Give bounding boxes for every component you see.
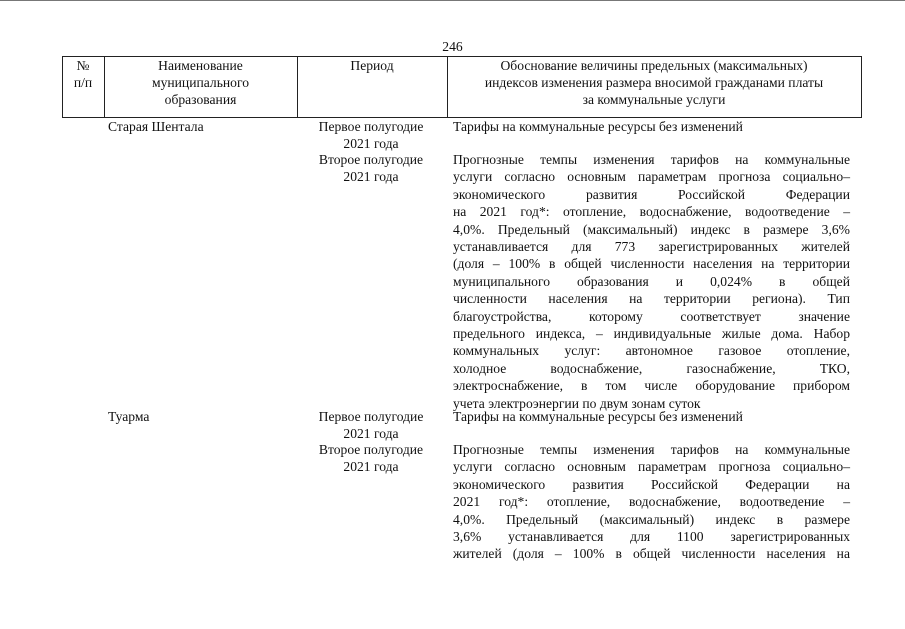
row-period-first — [302, 408, 440, 443]
header-name-line: Наименование — [158, 58, 243, 73]
text-line: муниципального образования и 0,024% в общей — [453, 273, 850, 289]
text-line: численности населения на территории региона). Тип — [453, 291, 850, 307]
text-line: на 2021 год*: отопление, водоснабжение, водоотведение – — [453, 204, 850, 220]
text-line: экономического развития Российской Федерации — [453, 186, 850, 202]
header-period — [297, 57, 447, 74]
text-line: 3,6% устанавливается для 1100 зарегистрированных — [453, 529, 850, 545]
header-num — [62, 57, 104, 91]
header-justification-line: индексов изменения размера вносимой гражданами платы — [484, 75, 824, 90]
row-period-second — [302, 151, 440, 186]
text-line: жителей (доля – 100% в общей численности населения на — [453, 546, 850, 562]
period-line: Второе полугодие — [318, 442, 424, 457]
page-number: 246 — [442, 39, 463, 54]
header-name — [104, 57, 297, 108]
text-line: благоустройства, которому соответствует значение — [453, 308, 850, 324]
header-justification — [447, 57, 861, 108]
text-line: (доля – 100% в общей численности населения на территории — [453, 256, 850, 272]
text-line: Прогнозные темпы изменения тарифов на коммунальные — [453, 152, 850, 167]
text-line: холодное водоснабжение, газоснабжение, ТКО, — [453, 360, 850, 376]
header-period-text: Период — [350, 58, 394, 73]
row-period-second — [302, 441, 440, 476]
period-line: Второе полугодие — [318, 152, 424, 167]
text-line: экономического развития Российской Федерации на — [453, 476, 850, 492]
period-line: Первое полугодие — [318, 119, 424, 134]
text-line: 4,0%. Предельный (максимальный) индекс в размере — [453, 511, 850, 527]
text-line: 2021 год*: отопление, водоснабжение, водоотведение – — [453, 494, 850, 510]
text-line: 4,0%. Предельный (максимальный) индекс в размере 3,6% — [453, 221, 850, 237]
page-edge — [0, 0, 905, 1]
header-name-line: образования — [164, 92, 237, 107]
row-note-unchanged: Тарифы на коммунальные ресурсы без изменений — [453, 119, 743, 134]
text-line: устанавливается для 773 зарегистрированных жителей — [453, 239, 850, 255]
period-line: Первое полугодие — [318, 409, 424, 424]
text-line: учета электроэнергии по двум зонам суток — [453, 395, 701, 411]
header-justification-line: за коммунальные услуги — [582, 92, 726, 107]
text-line: Прогнозные темпы изменения тарифов на коммунальные — [453, 442, 850, 457]
header-num-line: п/п — [73, 75, 93, 90]
text-line: услуги согласно основным параметрам прогноза социально– — [453, 459, 850, 475]
period-line: 2021 года — [343, 459, 399, 475]
text-line: услуги согласно основным параметрам прогноза социально– — [453, 169, 850, 185]
header-justification-line: Обоснование величины предельных (максимальных) — [500, 58, 808, 73]
period-line: 2021 года — [343, 426, 399, 442]
row-justification-text — [453, 151, 850, 412]
header-num-line: № — [76, 58, 90, 73]
period-line: 2021 года — [343, 169, 399, 185]
period-line: 2021 года — [343, 136, 399, 152]
row-period-first — [302, 118, 440, 153]
header-border-right — [861, 56, 862, 118]
text-line: электроснабжение, в том числе оборудование прибором — [453, 378, 850, 394]
text-line: предельного индекса, – индивидуальные жилые дома. Набор — [453, 326, 850, 342]
row-name: Туарма — [108, 409, 150, 424]
header-name-line: муниципального — [151, 75, 249, 90]
text-line: коммунальных услуг: автономное газовое отопление, — [453, 343, 850, 359]
row-note-unchanged: Тарифы на коммунальные ресурсы без изменений — [453, 409, 743, 424]
row-justification-text — [453, 441, 850, 563]
row-name: Старая Шентала — [108, 119, 204, 134]
